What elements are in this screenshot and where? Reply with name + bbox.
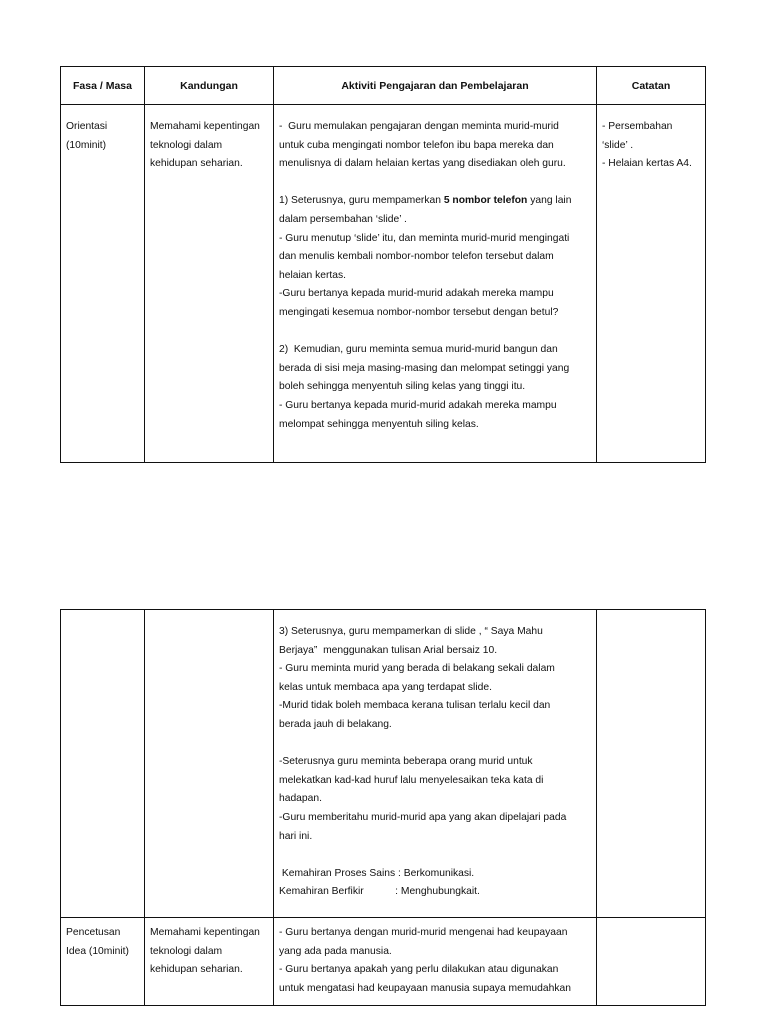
text-line: melompat sehingga menyentuh siling kelas.: [279, 418, 479, 430]
fasa-cell: [61, 610, 145, 918]
text-line: 3) Seterusnya, guru mempamerkan di slide , “ Saya Mahu: [279, 626, 543, 637]
text-line: hari ini.: [279, 830, 313, 842]
text-line: - Persembahan: [602, 121, 673, 132]
text-line: 2) Kemudian, guru meminta semua murid-murid bangun dan: [279, 344, 558, 356]
fasa-cell: [61, 918, 145, 1006]
text-line: ‘slide’ .: [602, 139, 634, 151]
header-kandungan: Kandungan: [145, 67, 274, 105]
text-line: teknologi dalam: [150, 139, 223, 151]
header-catatan: Catatan: [597, 67, 706, 105]
catatan-cell: [597, 105, 706, 463]
text-line: Berjaya” menggunakan tulisan Arial bersaiz 10.: [279, 644, 498, 656]
text-line: Memahami kepentingan: [150, 927, 260, 938]
text-line: Kemahiran Berfikir : Menghubungkait.: [279, 886, 480, 898]
text-line: mengingati kesemua nombor-nombor tersebut dengan betul?: [279, 306, 559, 318]
kandungan-cell: [145, 610, 274, 918]
catatan-cell: [597, 610, 706, 918]
header-aktiviti: Aktiviti Pengajaran dan Pembelajaran: [274, 67, 597, 105]
text-line: - Helaian kertas A4.: [602, 158, 692, 170]
fasa-cell: [61, 105, 145, 463]
text-line: berada di sisi meja masing-masing dan melompat setinggi yang: [279, 362, 570, 374]
aktiviti-cell: [274, 105, 597, 463]
header-row: [61, 67, 706, 105]
text-line: kelas untuk membaca apa yang terdapat slide.: [279, 681, 492, 693]
text-line: Memahami kepentingan: [150, 121, 260, 132]
catatan-cell: [597, 918, 706, 1006]
text-line: - Guru bertanya kepada murid-murid adakah mereka mampu: [279, 399, 557, 411]
text-line: [279, 192, 592, 211]
lesson-table-2: [60, 609, 706, 1006]
text-line: berada jauh di belakang.: [279, 718, 392, 730]
text-line: - Guru memulakan pengajaran dengan meminta murid-murid: [279, 121, 559, 132]
text-line: Pencetusan: [66, 927, 121, 938]
kandungan-cell: [145, 918, 274, 1006]
text-line: melekatkan kad-kad huruf lalu menyelesaikan teka kata di: [279, 774, 544, 786]
text-line: untuk cuba mengingati nombor telefon ibu bapa mereka dan: [279, 139, 554, 151]
text-line: -Murid tidak boleh membaca kerana tulisan terlalu kecil dan: [279, 700, 551, 712]
text-line: dalam persembahan ‘slide’ .: [279, 213, 407, 225]
text-line: boleh sehingga menyentuh siling kelas yang tinggi itu.: [279, 381, 526, 393]
text-line: - Guru bertanya apakah yang perlu dilakukan atau digunakan: [279, 964, 559, 976]
text-line: kehidupan seharian.: [150, 964, 243, 976]
text-line: hadapan.: [279, 793, 322, 805]
text-line: -Guru bertanya kepada murid-murid adakah mereka mampu: [279, 288, 554, 300]
header-fasa: Fasa / Masa: [61, 67, 145, 105]
table-row: [61, 105, 706, 463]
text-line: -Seterusnya guru meminta beberapa orang murid untuk: [279, 756, 533, 768]
text-line: Idea (10minit): [66, 945, 129, 957]
text-line: -Guru memberitahu murid-murid apa yang akan dipelajari pada: [279, 811, 567, 823]
bold-text: 5 nombor telefon: [443, 195, 528, 207]
text-line: - Guru bertanya dengan murid-murid mengenai had keupayaan: [279, 927, 568, 938]
text-line: menulisnya di dalam helaian kertas yang disediakan oleh guru.: [279, 158, 566, 170]
aktiviti-cell: [274, 610, 597, 918]
text-line: - Guru meminta murid yang berada di belakang sekali dalam: [279, 663, 555, 675]
text-line: untuk mengatasi had keupayaan manusia supaya memudahkan: [279, 982, 571, 994]
table-row: [61, 918, 706, 1006]
kandungan-cell: [145, 105, 274, 463]
text-run: 1) Seterusnya, guru mempamerkan: [279, 195, 444, 207]
text-line: yang ada pada manusia.: [279, 945, 392, 957]
text-line: helaian kertas.: [279, 269, 346, 281]
text-line: Orientasi: [66, 121, 108, 132]
text-line: teknologi dalam: [150, 945, 223, 957]
text-line: kehidupan seharian.: [150, 158, 243, 170]
text-run: yang lain: [527, 195, 572, 207]
text-line: - Guru menutup ‘slide’ itu, dan meminta murid-murid mengingati: [279, 232, 570, 244]
text-line: dan menulis kembali nombor-nombor telefon tersebut dalam: [279, 251, 554, 263]
lesson-table-1: [60, 66, 706, 463]
text-line: Kemahiran Proses Sains : Berkomunikasi.: [279, 867, 475, 879]
aktiviti-cell: [274, 918, 597, 1006]
text-line: (10minit): [66, 139, 107, 151]
table-row: [61, 610, 706, 918]
